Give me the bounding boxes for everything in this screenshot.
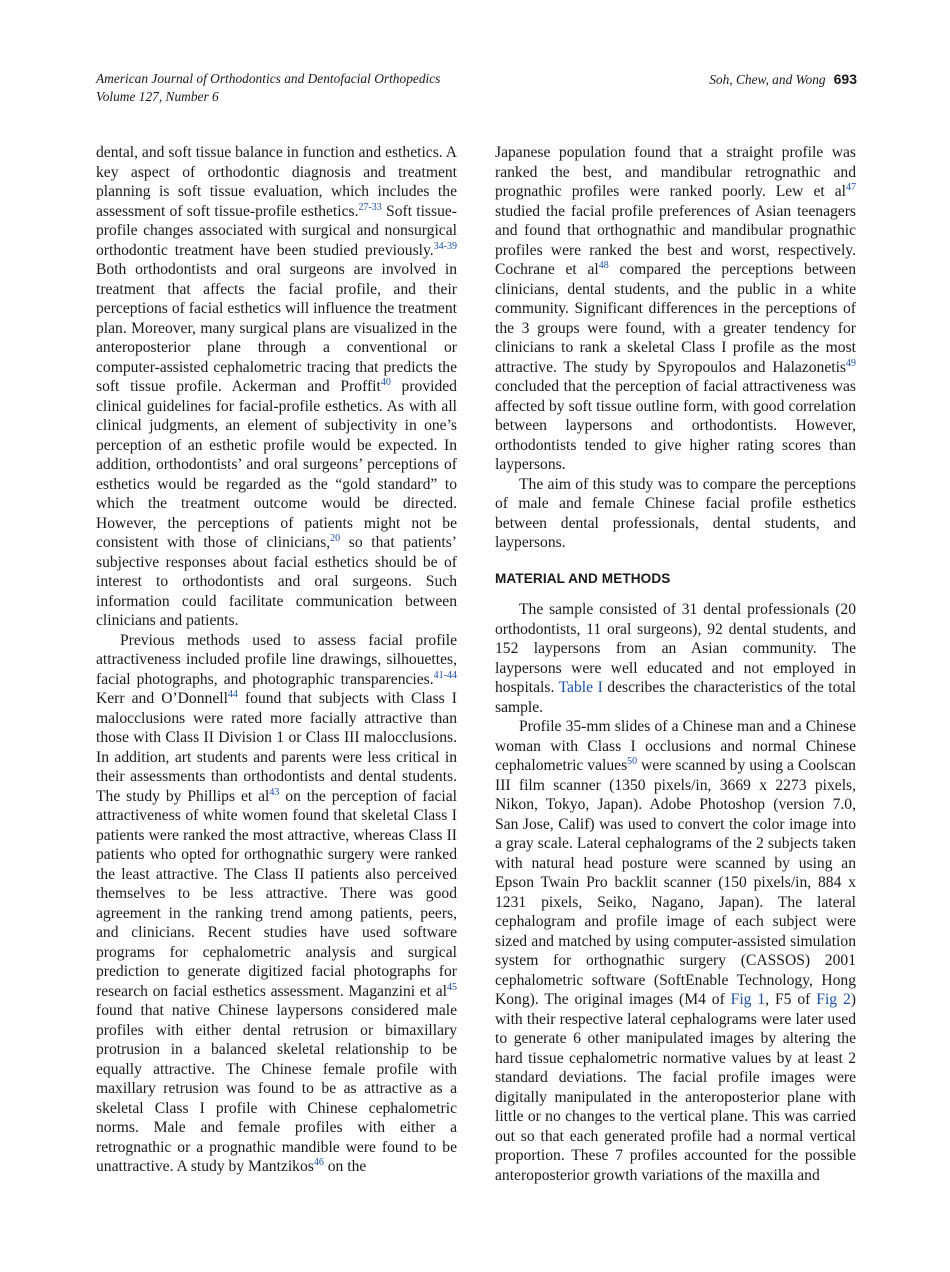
text-run: compared the perceptions between clinicians, dental students, and the public in a white community. Significant differences in the perceptions of the 3 groups were found, with a greater tendency for clinicians to rank a skeletal Class I profile as the most attractive. The study by Spyropoulos and Halazonetis bbox=[495, 261, 856, 376]
text-run: found that native Chinese laypersons considered male profiles with either dental retrusion or bimaxillary protrusion in a balanced skeletal relationship to be equally attractive. The Chinese female profile with maxillary retrusion was found to be as attractive as a skeletal Class I profile with Chinese cephalometric norms. Male and female profiles with either a retrognathic or a prognathic mandible were found to be unattractive. A study by Mantzikos bbox=[96, 1002, 457, 1175]
left-paragraph-2 bbox=[96, 631, 457, 1177]
journal-volume: Volume 127, Number 6 bbox=[96, 89, 219, 104]
citation-ref[interactable]: 49 bbox=[846, 357, 856, 369]
header-authors: Soh, Chew, and Wong bbox=[709, 72, 826, 87]
right-paragraph-4 bbox=[495, 717, 856, 1185]
text-run: provided clinical guidelines for facial-profile esthetics. As with all clinical judgments, an element of subjectivity in one’s perception of an esthetic profile would be expected. In addition, orthodontists’ and oral surgeons’ perceptions of esthetics would be regarded as the “gold standard” to which the treatment outcome would be directed. However, the perceptions of patients might not be consistent with those of clinicians, bbox=[96, 378, 457, 551]
text-run: Japanese population found that a straight profile was ranked the best, and mandibular retrognathic and prognathic profiles were ranked poorly. Lew et al bbox=[495, 144, 856, 200]
citation-ref[interactable]: 45 bbox=[447, 981, 457, 993]
citation-ref[interactable]: 20 bbox=[330, 532, 341, 544]
journal-title: American Journal of Orthodontics and Dentofacial Orthopedics bbox=[96, 71, 441, 86]
text-run: ) with their respective lateral cephalograms were later used to generate 6 other manipulated images by altering the hard tissue cephalometric normative values by at least 2 standard deviations. The facial profile images were digitally manipulated in the anteroposterior plane with little or no changes to the vertical plane. This was carried out so that each generated profile had a normal vertical proportion. These 7 profiles accounted for the possible anteroposterior growth variations of the maxilla and bbox=[495, 991, 856, 1184]
right-paragraph-3 bbox=[495, 600, 856, 717]
text-run: describes the characteristics of the total sample. bbox=[495, 679, 856, 716]
text-run: Previous methods used to assess facial profile attractiveness included profile line drawings, silhouettes, facial photographs, and photographic transparencies. bbox=[96, 631, 457, 688]
text-run: Kerr and O’Donnell bbox=[96, 690, 228, 707]
text-run: on the bbox=[323, 1158, 367, 1175]
right-paragraph-2: The aim of this study was to compare the perceptions of male and female Chinese facial profile esthetics between dental professionals, dental students, and laypersons. bbox=[495, 475, 856, 551]
text-run: concluded that the perception of facial attractiveness was affected by soft tissue outline form, with good correlation between laypersons and orthodontists. However, orthodontists tended to give higher rating scores than laypersons. bbox=[495, 378, 856, 473]
text-run: were scanned by using a Coolscan III film scanner (1350 pixels/in, 3669 x 2273 pixels, Nikon, Tokyo, Japan). Adobe Photoshop (version 7.0, San Jose, Calif) was used to convert the color image into a gray scale. Lateral cephalograms of the 2 subjects taken with natural head posture were scanned by using an Epson Twain Pro backlit scanner (150 pixels/in, 884 x 1231 pixels, Seiko, Nagano, Japan). The lateral cephalogram and profile image of each subject were sized and matched by using computer-assisted simulation system for orthognathic surgery (CASSOS) 2001 cephalometric software (SoftEnable Technology, Hong Kong). The original images (M4 of bbox=[495, 757, 856, 1008]
text-run: so that patients’ subjective responses about facial esthetics should be of interest to orthodontists and oral surgeons. Such information could facilitate communication between clinicians and patients. bbox=[96, 534, 458, 629]
citation-ref[interactable]: 27-33 bbox=[358, 201, 382, 213]
left-column bbox=[96, 143, 457, 1177]
text-run: Profile 35-mm slides of a Chinese man and a Chinese woman with Class I occlusions and normal Chinese cephalometric values bbox=[495, 718, 856, 774]
citation-ref[interactable]: 40 bbox=[380, 376, 391, 388]
citation-ref[interactable]: 47 bbox=[846, 181, 856, 193]
text-run: studied the facial profile preferences of Asian teenagers and found that orthognathic and mandibular prognathic profiles were ranked the best and worst, respectively. Cochrane et al bbox=[495, 202, 856, 278]
running-header-right bbox=[709, 70, 857, 89]
text-run: dental, and soft tissue balance in function and esthetics. A key aspect of orthodontic diagnosis and treatment planning is soft tissue evaluation, which includes the assessment of soft tissue-profile esthetics. bbox=[96, 144, 457, 220]
right-paragraph-1 bbox=[495, 143, 856, 475]
citation-ref[interactable]: 43 bbox=[269, 786, 280, 798]
right-column bbox=[495, 143, 856, 1185]
table-link[interactable]: Table I bbox=[558, 679, 603, 696]
figure-link[interactable]: Fig 1 bbox=[730, 991, 766, 1008]
section-heading: MATERIAL AND METHODS bbox=[495, 570, 671, 586]
figure-link[interactable]: Fig 2 bbox=[816, 991, 851, 1008]
text-run: found that subjects with Class I malocclusions were rated more facially attractive than those with Class II Division 1 or Class III malocclusions. In addition, art students and parents were less critical in their assessments than orthodontists and dental students. The study by Phillips et al bbox=[96, 690, 457, 805]
citation-ref[interactable]: 50 bbox=[627, 755, 638, 767]
left-paragraph-1 bbox=[96, 143, 457, 631]
citation-ref[interactable]: 34-39 bbox=[433, 240, 457, 252]
text-run: Both orthodontists and oral surgeons are involved in treatment that affects the facial profile, and their perceptions of facial esthetics will influence the treatment plan. Moreover, many surgical plans are visualized in the anteroposterior plane through a conventional or computer-assisted cephalometric tracing that predicts the soft tissue profile. Ackerman and Proffit bbox=[96, 261, 457, 395]
citation-ref[interactable]: 41-44 bbox=[433, 669, 457, 681]
citation-ref[interactable]: 46 bbox=[313, 1156, 324, 1168]
text-run: on the perception of facial attractiveness of white women found that skeletal Class I patients were ranked the most attractive, whereas Class II patients who opted for orthognathic surgery were ranked the least attractive. The Class II patients also perceived themselves to be less attractive. There was good agreement in the ranking trend among patients, peers, and clinicians. Recent studies have used software programs for cephalometric analysis and surgical prediction to generate digitized facial photographs for research on facial esthetics assessment. Maganzini et al bbox=[96, 787, 458, 1000]
text-run: The sample consisted of 31 dental professionals (20 orthodontists, 11 oral surgeons), 92 dental students, and 152 laypersons from an Asian community. The laypersons were well educated and not employed in hospitals. bbox=[495, 601, 856, 696]
citation-ref[interactable]: 44 bbox=[227, 688, 238, 700]
page-number: 693 bbox=[833, 71, 857, 87]
text-run: , F5 of bbox=[765, 991, 817, 1008]
citation-ref[interactable]: 48 bbox=[598, 259, 609, 271]
running-header-left bbox=[96, 70, 440, 106]
text-run: Soft tissue-profile changes associated with surgical and nonsurgical orthodontic treatment have been studied previously. bbox=[96, 202, 457, 259]
